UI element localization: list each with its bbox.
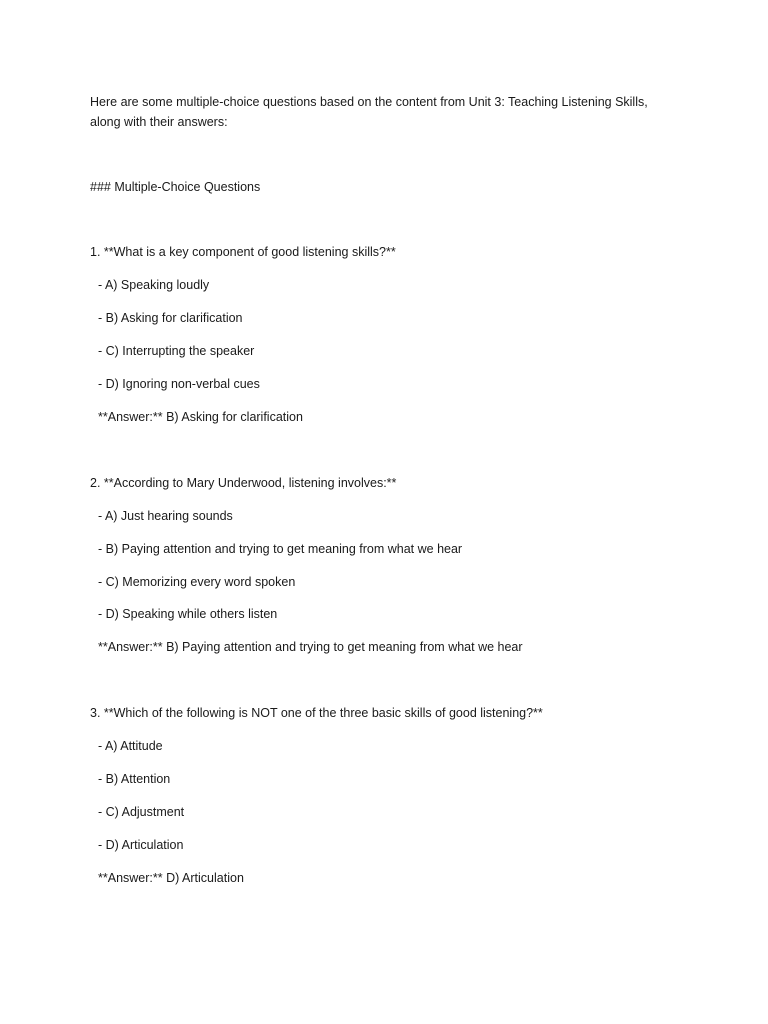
question-3-option-a: - A) Attitude	[98, 739, 163, 753]
section-heading: ### Multiple-Choice Questions	[90, 180, 261, 194]
question-2-option-a: - A) Just hearing sounds	[98, 509, 233, 523]
question-2-option-b: - B) Paying attention and trying to get meaning from what we hear	[98, 542, 463, 556]
question-3-option-d: - D) Articulation	[98, 838, 184, 852]
question-2-prompt: 2. **According to Mary Underwood, listening involves:**	[90, 476, 397, 490]
question-1-option-a: - A) Speaking loudly	[98, 278, 210, 292]
question-3-option-c: - C) Adjustment	[98, 805, 185, 819]
question-2-option-c: - C) Memorizing every word spoken	[98, 575, 296, 589]
question-1-prompt: 1. **What is a key component of good listening skills?**	[90, 245, 396, 259]
question-3-prompt: 3. **Which of the following is NOT one of the three basic skills of good listening?**	[90, 706, 543, 720]
question-1-answer: **Answer:** B) Asking for clarification	[98, 410, 303, 424]
question-3-option-b: - B) Attention	[98, 772, 171, 786]
question-1-option-d: - D) Ignoring non-verbal cues	[98, 377, 260, 391]
question-1-option-b: - B) Asking for clarification	[98, 311, 243, 325]
question-3-answer: **Answer:** D) Articulation	[98, 871, 244, 885]
question-1-option-c: - C) Interrupting the speaker	[98, 344, 255, 358]
question-2-option-d: - D) Speaking while others listen	[98, 607, 278, 621]
intro-text-line-1: Here are some multiple-choice questions based on the content from Unit 3: Teaching Listening Skills,	[90, 95, 648, 109]
intro-text-line-2: along with their answers:	[90, 115, 228, 129]
question-2-answer: **Answer:** B) Paying attention and trying to get meaning from what we hear	[98, 640, 523, 654]
